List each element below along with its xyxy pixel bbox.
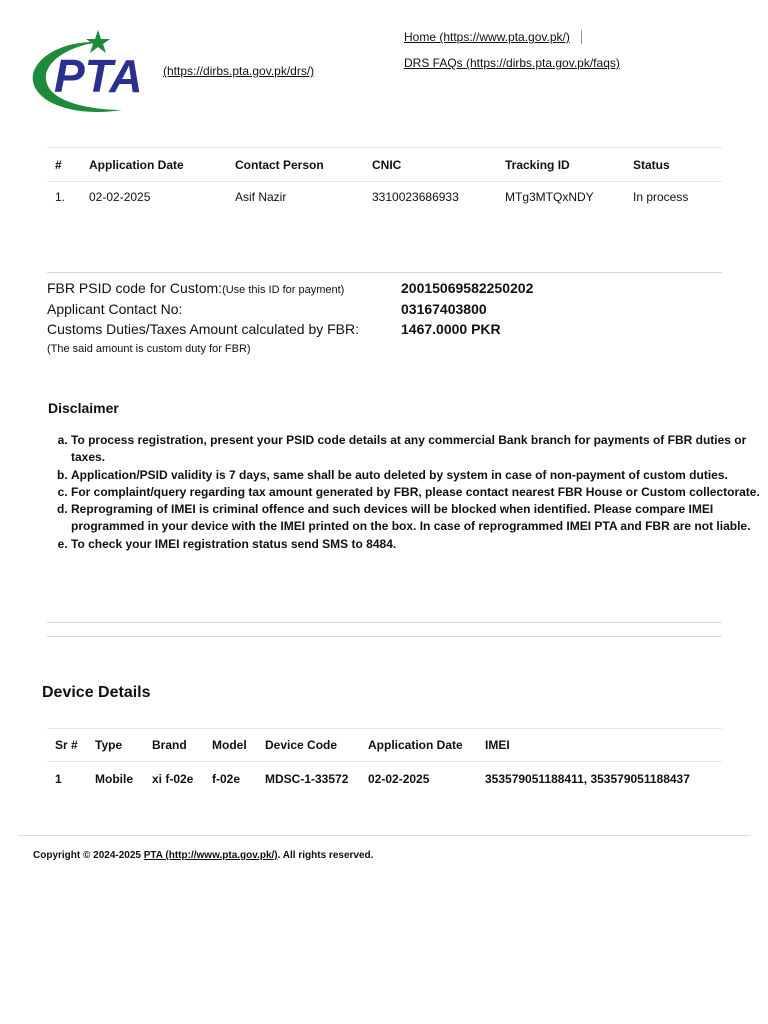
disclaimer-title: Disclaimer [48, 400, 119, 416]
duty-value: 1467.0000 PKR [401, 321, 501, 337]
psid-label-text: FBR PSID code for Custom: [47, 280, 223, 296]
nav-drs-faqs-link[interactable]: DRS FAQs (https://dirbs.pta.gov.pk/faqs) [404, 56, 620, 70]
device-details-title: Device Details [42, 684, 151, 701]
col-sr: Sr # [47, 729, 87, 762]
copyright-text [33, 850, 373, 861]
cell-contact-person: Asif Nazir [235, 190, 287, 204]
cell-application-date: 02-02-2025 [368, 771, 430, 786]
cell-sr: 1 [55, 771, 62, 786]
contact-value: 03167403800 [401, 301, 487, 317]
section-divider [47, 272, 722, 273]
cell-application-date: 02-02-2025 [89, 190, 151, 204]
section-divider [47, 636, 722, 637]
copyright-suffix: . All rights reserved. [277, 850, 374, 861]
psid-note: (Use this ID for payment) [222, 284, 345, 296]
col-device-code: Device Code [257, 729, 360, 762]
col-tracking-id: Tracking ID [497, 148, 625, 182]
col-status: Status [625, 148, 722, 182]
logo-text: PTA [54, 50, 143, 102]
psid-value: 20015069582250202 [401, 280, 534, 296]
table-row [47, 182, 722, 213]
cell-model: f-02e [212, 771, 241, 786]
list-item: b. Application/PSID validity is 7 days, same shall be auto deleted by system in case of non-payment of custom duties. [71, 467, 763, 484]
table-row [47, 762, 722, 796]
list-item: a. To process registration, present your PSID code details at any commercial Bank branch for payments of FBR duties or taxes. [71, 432, 763, 467]
cell-number: 1. [55, 190, 66, 204]
pta-logo[interactable] [30, 30, 164, 116]
cell-status: In process [633, 190, 689, 204]
nav-divider [581, 30, 582, 44]
cell-device-code: MDSC-1-33572 [265, 771, 349, 786]
contact-label: Applicant Contact No: [47, 301, 183, 317]
disclaimer-list [47, 432, 763, 553]
col-brand: Brand [144, 729, 204, 762]
nav-home-link[interactable]: Home (https://www.pta.gov.pk/) [404, 30, 570, 44]
list-item: c. For complaint/query regarding tax amount generated by FBR, please contact nearest FBR House or Custom collectorate. [71, 484, 763, 501]
col-type: Type [87, 729, 144, 762]
psid-label [47, 280, 344, 296]
col-contact-person: Contact Person [227, 148, 364, 182]
cell-brand: xi f-02e [152, 771, 194, 786]
footer-divider [18, 835, 751, 836]
application-table-header [47, 148, 722, 182]
drs-home-link[interactable]: (https://dirbs.pta.gov.pk/drs/) [163, 64, 315, 78]
device-table-header [47, 729, 722, 762]
duty-label: Customs Duties/Taxes Amount calculated by FBR: [47, 321, 360, 337]
copyright-prefix: Copyright © 2024-2025 [33, 850, 144, 861]
col-model: Model [204, 729, 257, 762]
application-table [47, 147, 722, 212]
cell-tracking-id: MTg3MTQxNDY [505, 190, 594, 204]
col-application-date: Application Date [360, 729, 477, 762]
col-application-date: Application Date [81, 148, 227, 182]
device-table [47, 728, 722, 795]
duty-note: (The said amount is custom duty for FBR) [47, 343, 251, 355]
cell-imei: 353579051188411, 353579051188437 [485, 771, 690, 786]
cell-type: Mobile [95, 771, 133, 786]
section-divider [47, 622, 722, 623]
list-item: e. To check your IMEI registration status send SMS to 8484. [71, 536, 763, 553]
cell-cnic: 3310023686933 [372, 190, 459, 204]
col-number: # [47, 148, 81, 182]
pta-footer-link[interactable]: PTA (http://www.pta.gov.pk/) [143, 850, 278, 861]
list-item: d. Reprograming of IMEI is criminal offence and such devices will be blocked when identified. Please compare IMEI programmed in your device with the IMEI printed on the box. In case of reprogrammed IMEI PTA and FBR are not liable. [71, 501, 763, 536]
col-imei: IMEI [477, 729, 722, 762]
pta-logo-icon [30, 30, 164, 116]
col-cnic: CNIC [364, 148, 497, 182]
